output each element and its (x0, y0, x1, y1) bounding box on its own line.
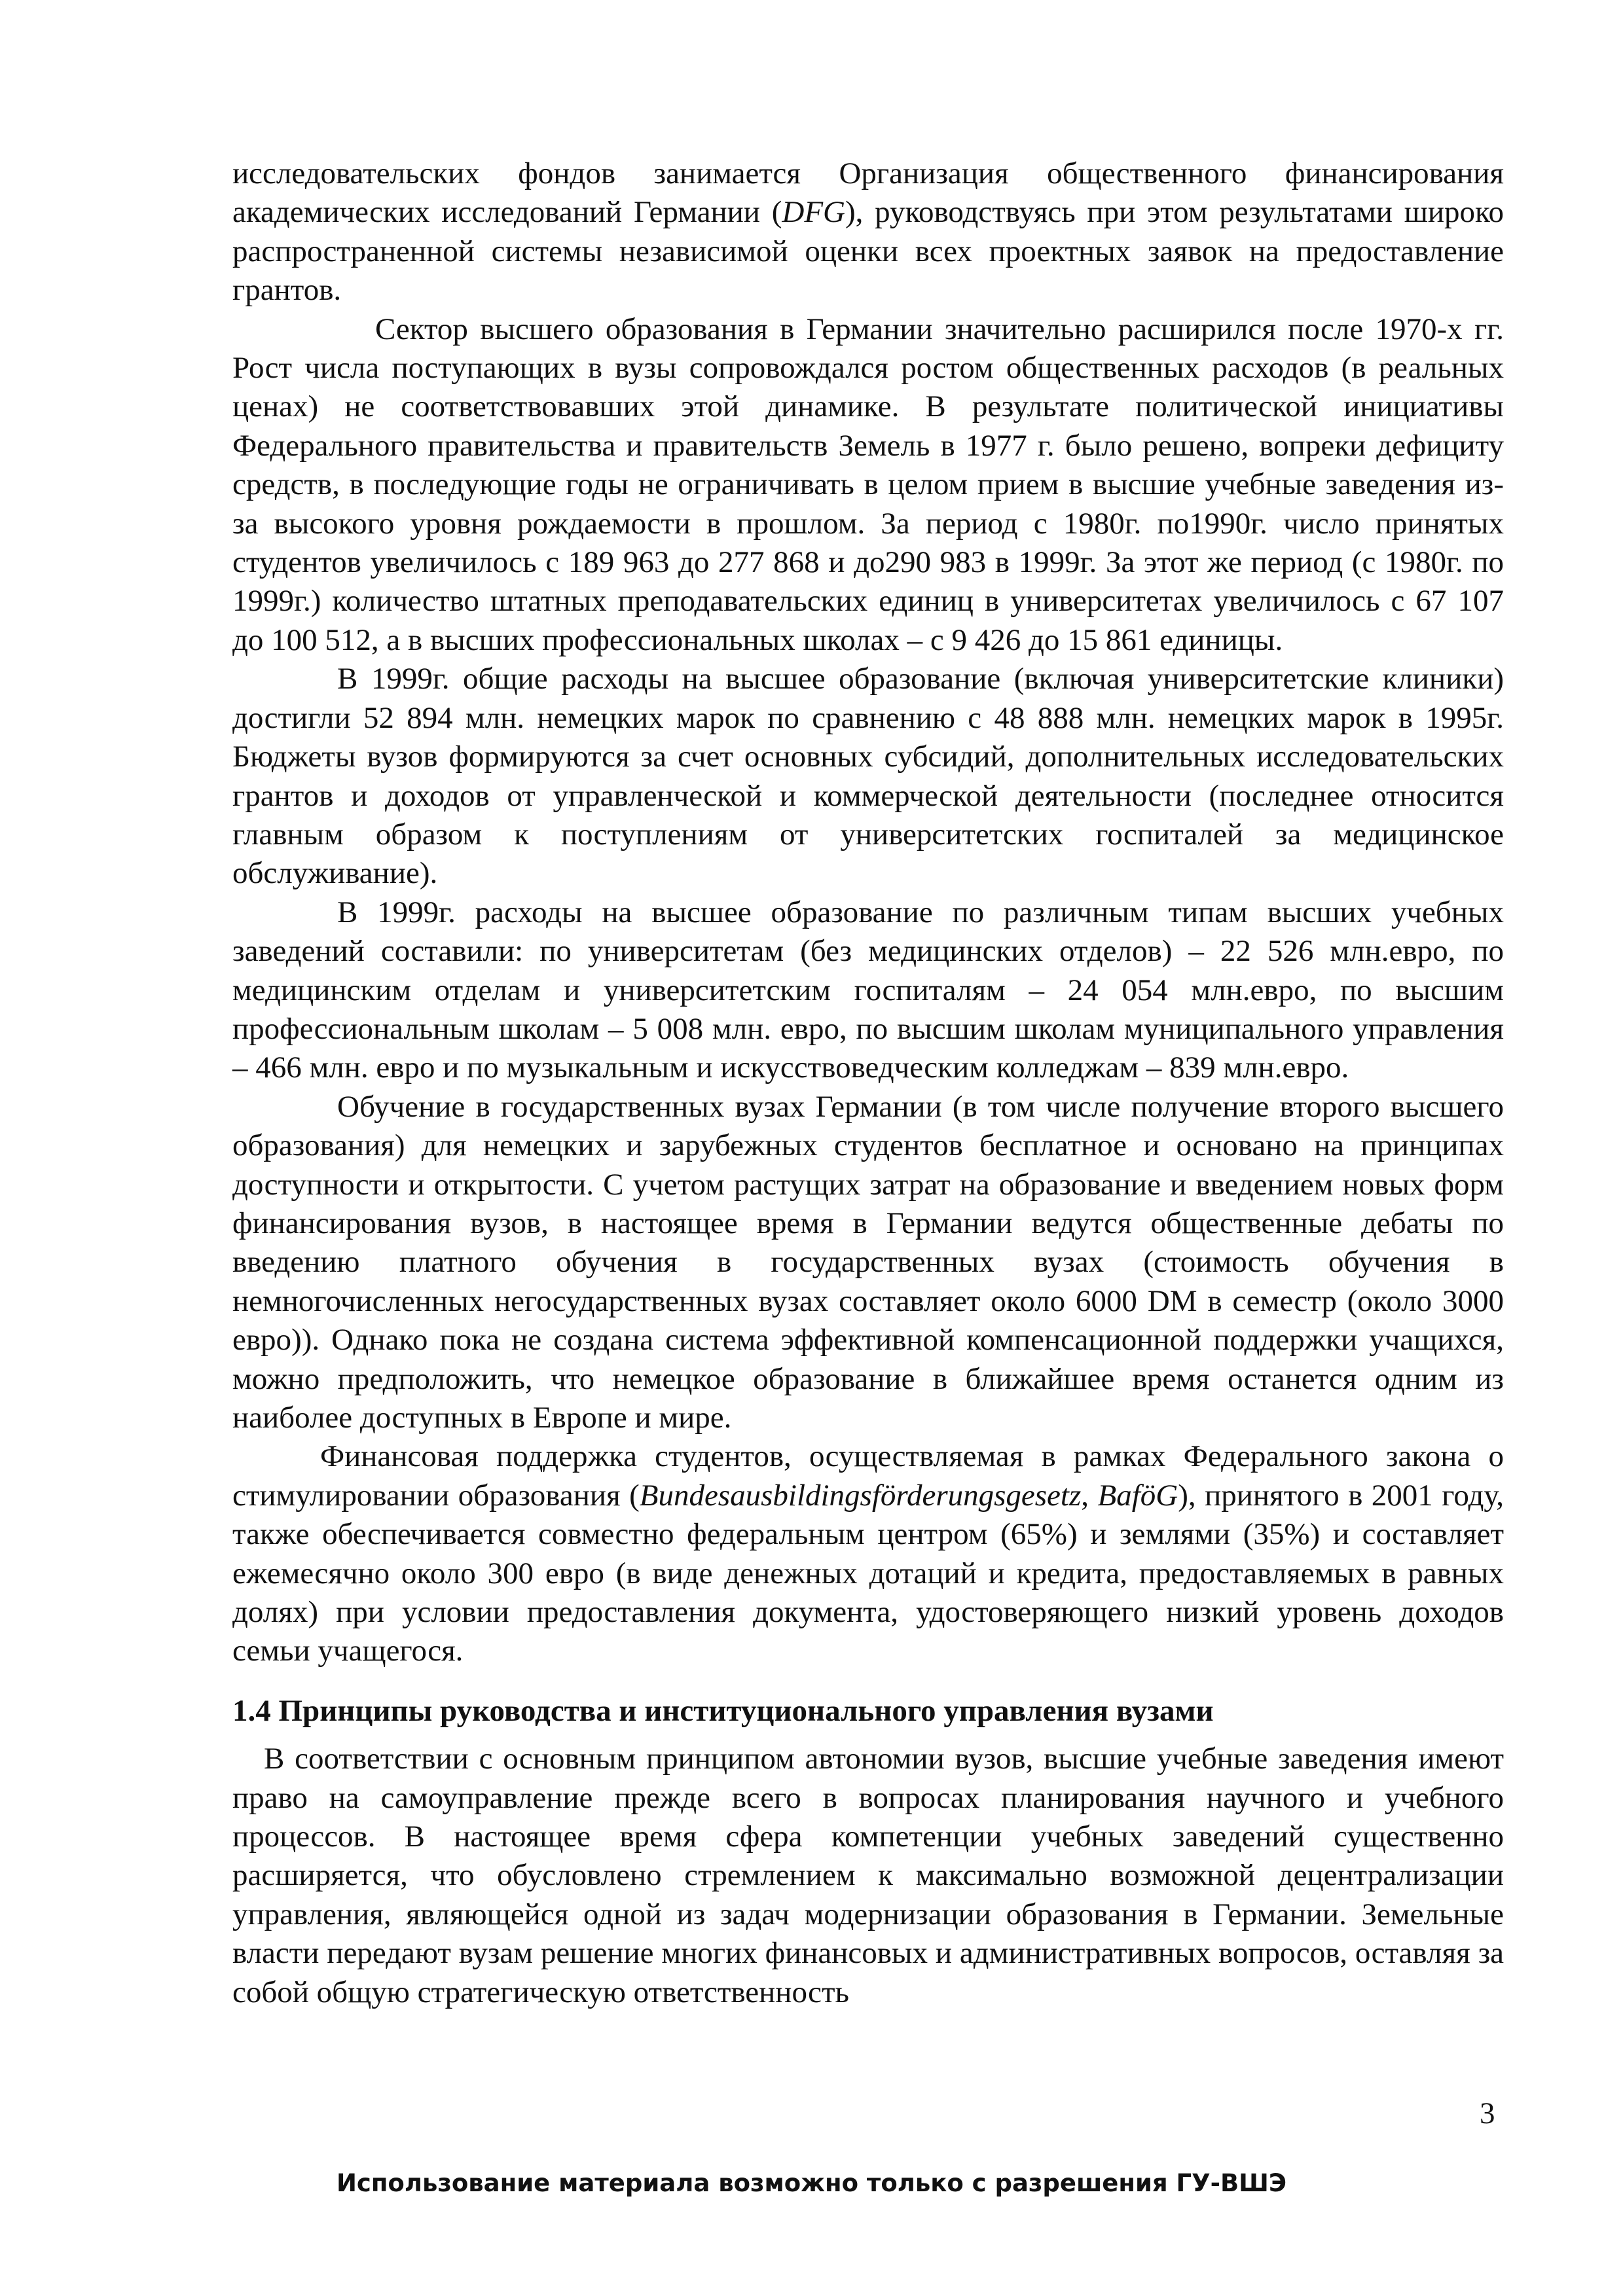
dfg-abbreviation: DFG (782, 195, 845, 230)
bafog-law-name: Bundesausbildingsförderungsgesetz (639, 1478, 1082, 1513)
paragraph-autonomy: В соответствии с основным принципом автономии вузов, высшие учебные заведения имеют право на самоуправление прежде всего в вопросах планирования научного и учебного процессов. В настоящее время сфера компетенции учебных заведений существенно расширяется, что обусловлено стремлением к максимально возможной децентрализации управления, являющейся одной из задач модернизации образования в Германии. Земельные власти передают вузам решение многих финансовых и административных вопросов, оставляя за собой общую стратегическую ответственность (232, 1742, 1504, 2009)
bafog-abbreviation: BaföG (1097, 1478, 1178, 1513)
paragraph-dfg-funding: исследовательских фондов занимается Организация общественного финансирования академических исследований Германии (DFG), руководствуясь при этом результатами широко распространенной системы независимой оценки всех проектных заявок на предоставление грантов. (232, 156, 1504, 308)
paragraph-total-expenses: В 1999г. общие расходы на высшее образование (включая университетские клиники) достигли 52 894 млн. немецких марок по сравнению с 48 888 млн. немецких марок в 1995г. Бюджеты вузов формируются за счет основных субсидий, дополнительных исследовательских грантов и доходов от управленческой и коммерческой деятельности (последнее относится главным образом к поступлениям от университетских госпиталей за медицинское обслуживание). (232, 662, 1504, 891)
paragraph-sector-expansion: Сектор высшего образования в Германии значительно расширился после 1970-х гг. Рост числа поступающих в вузы сопровождался ростом общественных расходов (в реальных ценах) не соответствовавших этой динамике. В результате политической инициативы Федерального правительства и правительств Земель в 1977 г. было решено, вопреки дефициту средств, в последующие годы не ограничивать в целом прием в высшие учебные заведения из-за высокого уровня рождаемости в прошлом. За период с 1980г. по1990г. число принятых студентов увеличилось с 189 963 до 277 868 и до290 983 в 1999г. За этот же период (с 1980г. по 1999г.) количество штатных преподавательских единиц в университетах увеличилось с 67 107 до 100 512, а в высших профессиональных школах – с 9 426 до 15 861 единицы. (232, 312, 1504, 657)
paragraph-expenses-by-type: В 1999г. расходы на высшее образование по различным типам высших учебных заведений составили: по университетам (без медицинских отделов) – 22 526 млн.евро, по медицинским отделам и университетским госпиталям – 24 054 млн.евро, по высшим профессиональным школам – 5 008 млн. евро, по высшим школам муниципального управления – 466 млн. евро и по музыкальным и искусствоведческим колледжам – 839 млн.евро. (232, 895, 1504, 1085)
footer-copyright-notice: Использование материала возможно только с разрешения ГУ-ВШЭ (336, 2169, 1287, 2197)
document-body (232, 154, 1504, 2012)
section-heading: 1.4 Принципы руководства и институционального управления вузами (232, 1693, 1214, 1728)
paragraph-student-support: Финансовая поддержка студентов, осуществляемая в рамках Федерального закона о стимулировании образования (Bundesausbildingsförderungsgesetz, BaföG), принятого в 2001 году, также обеспечивается совместно федеральным центром (65%) и землями (35%) и составляет ежемесячно около 300 евро (в виде денежных дотаций и кредита, предоставляемых в равных долях) при условии предоставления документа, удостоверяющего низкий уровень доходов семьи учащегося. (232, 1439, 1504, 1668)
paragraph-free-education: Обучение в государственных вузах Германии (в том числе получение второго высшего образования) для немецких и зарубежных студентов бесплатное и основано на принципах доступности и открытости. С учетом растущих затрат на образование и введением новых форм финансирования вузов, в настоящее время в Германии ведутся общественные дебаты по введению платного обучения в государственных вузах (стоимость обучения в немногочисленных негосударственных вузах составляет около 6000 DM в семестр (около 3000 евро)). Однако пока не создана система эффективной компенсационной поддержки учащихся, можно предположить, что немецкое образование в ближайшее время останется одним из наиболее доступных в Европе и мире. (232, 1089, 1504, 1435)
page-number: 3 (1480, 2096, 1495, 2130)
